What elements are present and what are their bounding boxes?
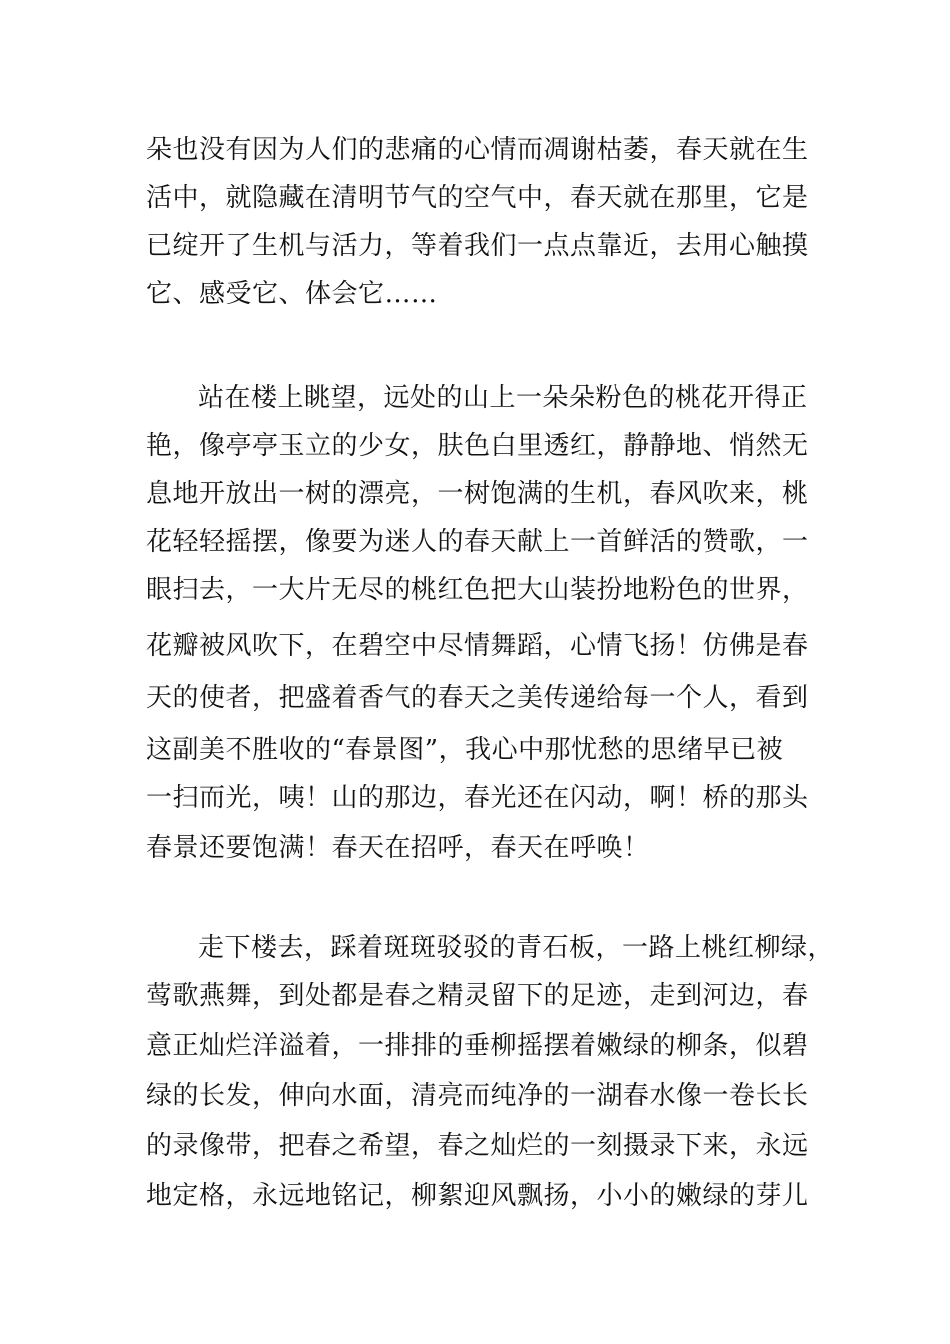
paragraph-2-line-6: 花瓣被风吹下，在碧空中尽情舞蹈，心情飞扬！仿佛是春	[146, 631, 809, 661]
paragraph-1-line-2: 活中，就隐藏在清明节气的空气中，春天就在那里，它是	[146, 183, 809, 213]
paragraph-1-line-4: 它、感受它、体会它……	[146, 279, 438, 309]
paragraph-2-line-2: 艳，像亭亭玉立的少女，肤色白里透红，静静地、悄然无	[146, 431, 809, 461]
paragraph-2-line-3: 息地开放出一树的漂亮，一树饱满的生机，春风吹来，桃	[146, 479, 809, 509]
paragraph-2-line-7: 天的使者，把盛着香气的春天之美传递给每一个人，看到	[146, 683, 809, 713]
paragraph-3-line-1: 走下楼去，踩着斑斑驳驳的青石板，一路上桃红柳绿，	[198, 933, 835, 963]
paragraph-2-line-1: 站在楼上眺望，远处的山上一朵朵粉色的桃花开得正	[198, 383, 808, 413]
paragraph-2-line-10: 春景还要饱满！春天在招呼，春天在呼唤！	[146, 833, 650, 863]
paragraph-3-line-6: 地定格，永远地铭记，柳絮迎风飘扬，小小的嫩绿的芽儿	[146, 1181, 809, 1211]
paragraph-2-line-9: 一扫而光，咦！山的那边，春光还在闪动，啊！桥的那头	[146, 783, 809, 813]
paragraph-2-line-4: 花轻轻摇摆，像要为迷人的春天献上一首鲜活的赞歌，一	[146, 527, 809, 557]
paragraph-2-line-5: 眼扫去，一大片无尽的桃红色把大山装扮地粉色的世界，	[146, 575, 809, 605]
paragraph-3-line-5: 的录像带，把春之希望，春之灿烂的一刻摄录下来，永远	[146, 1131, 809, 1161]
paragraph-3-line-4: 绿的长发，伸向水面，清亮而纯净的一湖春水像一卷长长	[146, 1081, 809, 1111]
paragraph-3-line-2: 莺歌燕舞，到处都是春之精灵留下的足迹，走到河边，春	[146, 981, 809, 1011]
paragraph-2-line-8: 这副美不胜收的“春景图”，我心中那忧愁的思绪早已被	[146, 735, 784, 765]
paragraph-3-line-3: 意正灿烂洋溢着，一排排的垂柳摇摆着嫩绿的柳条，似碧	[146, 1031, 809, 1061]
paragraph-1-line-3: 已绽开了生机与活力，等着我们一点点靠近，去用心触摸	[146, 231, 809, 261]
paragraph-1-line-1: 朵也没有因为人们的悲痛的心情而凋谢枯萎，春天就在生	[146, 135, 809, 165]
